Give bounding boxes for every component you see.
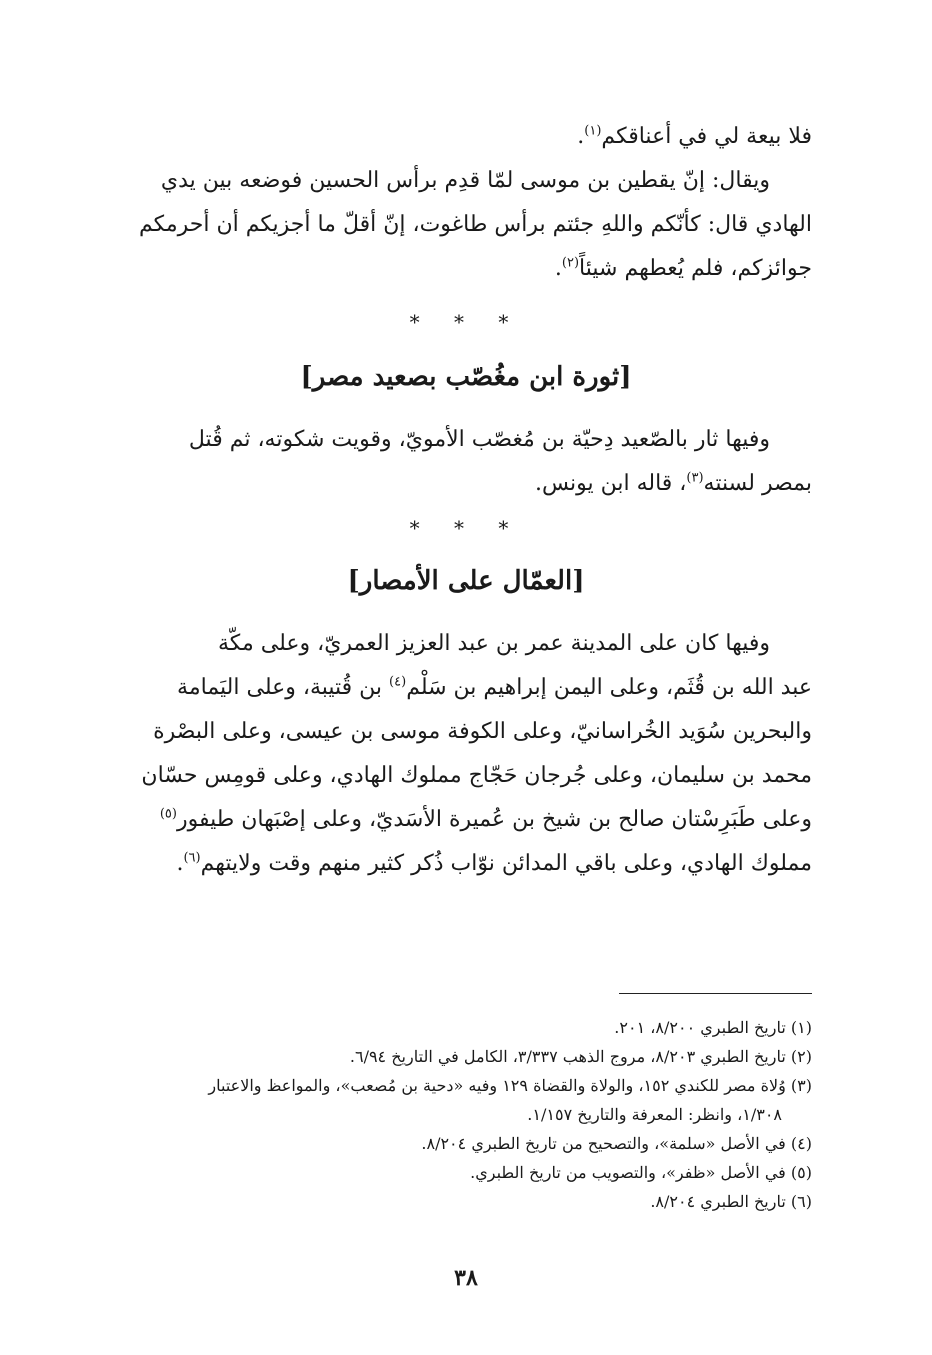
section-heading: [ثورة ابن مغُصّب بصعيد مصر] [300,362,632,392]
footnote-item: (٢) تاريخ الطبري ٨/٢٠٣، مروج الذهب ٣/٣٣٧، الكامل في التاريخ ٦/٩٤. [349,1047,812,1066]
footnote-item: (٣) وُلاة مصر للكندي ١٥٢، والولاة والقضاة ١٢٩ وفيه «دحية بن مُصعب»، والمواعظ والاعتبار [208,1076,812,1095]
text-line: وعلى طَبَرِسْتان صالح بن شيخ بن عُميرة الأسَديّ، وعلى إصْبَهان طيفور$^{(٥)}$ [159,806,812,832]
text-line: محمد بن سليمان، وعلى جُرجان حَجّاج مملوك الهادي، وعلى قومِس حسّان [141,763,812,788]
paragraph-2 [120,418,812,506]
section-separator: * * * [409,516,523,540]
footnotes [112,1013,812,1216]
footnote-item: (٥) في الأصل «ظفر»، والتصويب من تاريخ الطبري. [470,1163,812,1182]
footnote-item: (٤) في الأصل «سلمة»، والتصحيح من تاريخ الطبري ٨/٢٠٤. [421,1134,812,1153]
section-heading: [العمّال على الأمصار] [347,566,585,596]
paragraph-1 [120,115,812,291]
section-separator: * * * [409,310,523,334]
footnote-ref: (٥) [159,806,177,822]
text-line: مملوك الهادي، وعلى باقي المدائن نوّاب ذُكر كثير منهم وقت ولايتهم$^{(٦)}$. [176,850,812,876]
footnote-continuation: ١/٣٠٨، وانظر: المعرفة والتاريخ ١/١٥٧. [527,1105,782,1124]
footnote-ref: (٣) [686,470,704,486]
text-line: ويقال: إنّ يقطين بن موسى لمّا قدِم برأس الحسين فوضعه بين يدي [160,168,770,193]
footnote-ref: (٢) [561,255,580,271]
paragraph-3 [120,622,812,886]
text-line: فلا بيعة لي في أعناقكم$^{(١)}$. [577,123,812,149]
footnote-ref: (١) [584,123,602,139]
text-line: والبحرين سُوَيد الخُراسانيّ، وعلى الكوفة موسى بن عيسى، وعلى البصْرة [153,719,812,744]
footnote-ref: (٤) [389,674,407,690]
footnote-ref: (٦) [183,850,201,866]
text-line: عبد الله بن قُثَم، وعلى اليمن إبراهيم بن سَلْم$^{(٤)}$ بن قُتيبة، وعلى اليَمامة [177,674,812,700]
text-line: بمصر لسنته$^{(٣)}$، قاله ابن يونس. [534,470,812,496]
footnote-item: (١) تاريخ الطبري ٨/٢٠٠، ٢٠١. [614,1018,812,1037]
footnote-divider [619,993,812,994]
page-number: ٣٨ [454,1265,478,1291]
text-line: جوائزكم، فلم يُعطهم شيئاً$^{(٢)}$. [554,255,812,281]
text-line: وفيها كان على المدينة عمر بن عبد العزيز العمريّ، وعلى مكّة [218,631,770,656]
footnote-item: (٦) تاريخ الطبري ٨/٢٠٤. [650,1192,812,1211]
text-line: وفيها ثار بالصّعيد دِحيّة بن مُغصّب الأمويّ، وقويت شكوته، ثم قُتل [188,427,770,452]
text-line: الهادي قال: كأنّكم واللهِ جئتم برأس طاغوت، إنّ أقلّ ما أجزيكم أن أحرمكم [139,212,812,237]
